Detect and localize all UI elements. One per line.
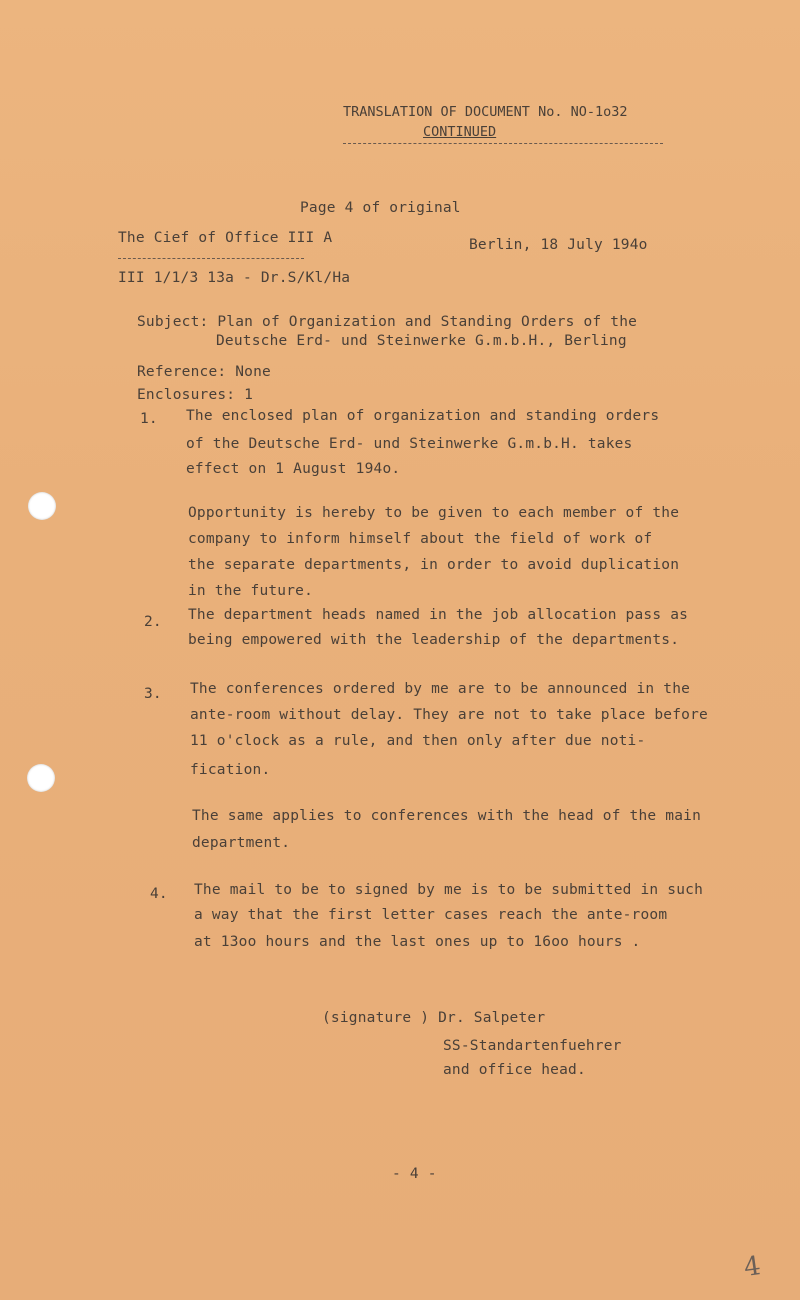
signature-rank: SS-Standartenfuehrer (443, 1038, 622, 1054)
paragraph-1-line: effect on 1 August 194o. (186, 461, 401, 477)
paragraph-1b-line: in the future. (188, 583, 314, 599)
paragraph-1b-line: company to inform himself about the field of work of (188, 531, 653, 547)
signature-office: and office head. (443, 1062, 586, 1078)
paragraph-4-line: The mail to be to signed by me is to be submitted in such (194, 882, 703, 898)
paragraph-1b-line: Opportunity is hereby to be given to each member of the (188, 505, 680, 521)
signature-line: (signature ) Dr. Salpeter (322, 1010, 546, 1026)
paragraph-3b-line: The same applies to conferences with the head of the main (192, 808, 701, 824)
paragraph-2-line: being empowered with the leadership of the departments. (188, 632, 680, 648)
paragraph-2-line: The department heads named in the job allocation pass as (188, 607, 689, 623)
paragraph-3-line: fication. (190, 762, 271, 778)
paragraph-3b-line: department. (192, 835, 291, 851)
punch-hole (28, 492, 56, 520)
page-number: - 4 - (392, 1166, 437, 1182)
page-of-original: Page 4 of original (300, 200, 461, 216)
enclosures-line: Enclosures: 1 (137, 387, 254, 403)
subject-line: Subject: Plan of Organization and Standing Orders of the (137, 314, 638, 330)
paragraph-4-number: 4. (150, 886, 168, 902)
paragraph-1-number: 1. (140, 411, 158, 427)
paragraph-1-line: The enclosed plan of organization and standing orders (186, 408, 660, 424)
paragraph-3-line: The conferences ordered by me are to be announced in the (190, 681, 691, 697)
paragraph-3-line: ante-room without delay. They are not to take place before (190, 707, 708, 723)
chief-office: The Cief of Office III A (118, 230, 333, 246)
paragraph-1b-line: the separate departments, in order to avoid duplication (188, 557, 680, 573)
paragraph-3-line: 11 o'clock as a rule, and then only after due noti- (190, 733, 646, 749)
paragraph-2-number: 2. (144, 614, 162, 630)
continued-label: CONTINUED (423, 124, 497, 140)
reference-code: III 1/1/3 13a - Dr.S/Kl/Ha (118, 270, 351, 286)
place-date: Berlin, 18 July 194o (469, 237, 648, 253)
paragraph-4-line: at 13oo hours and the last ones up to 16oo hours . (194, 934, 641, 950)
chief-underline (118, 258, 304, 259)
subject-line-2: Deutsche Erd- und Steinwerke G.m.b.H., Berling (216, 333, 627, 349)
title-underline (343, 143, 663, 144)
paragraph-1-line: of the Deutsche Erd- und Steinwerke G.m.b.H. takes (186, 436, 633, 452)
paragraph-4-line: a way that the first letter cases reach the ante-room (194, 907, 668, 923)
punch-hole (27, 764, 55, 792)
document-title: TRANSLATION OF DOCUMENT No. NO-1o32 (343, 104, 628, 120)
handwritten-page-mark: 4 (741, 1250, 763, 1284)
paragraph-3-number: 3. (144, 686, 162, 702)
reference-line: Reference: None (137, 364, 271, 380)
